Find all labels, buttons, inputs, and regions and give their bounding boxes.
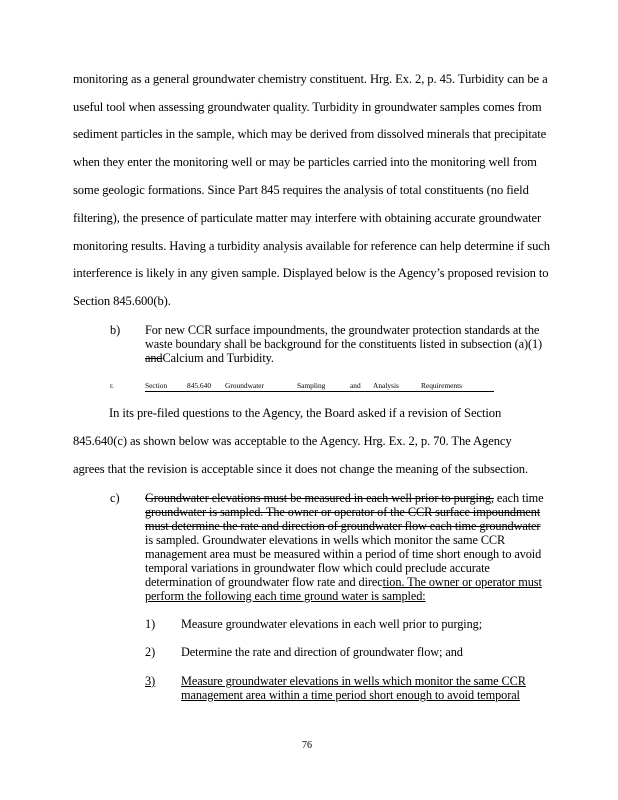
item-c-label: c) (110, 491, 120, 505)
item-c-line-plain: determination of groundwater flow rate and direc (145, 575, 383, 589)
section-heading-word: Sampling (297, 381, 326, 390)
body-line: Section 845.600(b). (73, 294, 171, 308)
body-line: useful tool when assessing groundwater quality. Turbidity in groundwater samples comes from (73, 100, 542, 114)
item-b-line (145, 351, 274, 366)
item-b-line-rest: Calcium and Turbidity. (162, 351, 274, 365)
body-line: sediment particles in the sample, which may be derived from dissolved minerals that precipitate (73, 127, 547, 141)
underlined-text: perform the following each time ground water is sampled: (145, 589, 426, 603)
body-line: filtering), the presence of particulate matter may interfere with obtaining accurate groundwater (73, 211, 542, 225)
item-b-line: For new CCR surface impoundments, the groundwater protection standards at the (145, 323, 540, 337)
section-heading-word: 845.640 (187, 381, 212, 390)
body-line: some geologic formations. Since Part 845 requires the analysis of total constituents (no field (73, 183, 529, 197)
body-line: 845.640(c) as shown below was acceptable to the Agency. Hrg. Ex. 2, p. 70. The Agency (73, 434, 512, 448)
body-line: when they enter the monitoring well or may be particles carried into the monitoring well from (73, 155, 537, 169)
body-line: monitoring results. Having a turbidity analysis available for reference can help determine if such (73, 239, 550, 253)
item-b-line: waste boundary shall be background for the constituents listed in subsection (a)(1) (145, 337, 543, 351)
item-c-line (145, 575, 542, 590)
section-heading-word: Requirements (421, 381, 463, 390)
section-heading-label: r. (110, 381, 114, 390)
item-c-line: is sampled. Groundwater elevations in wells which monitor the same CCR (145, 533, 506, 547)
page-number: 76 (302, 740, 312, 751)
item-c-line (145, 491, 543, 506)
struck-text: Groundwater elevations must be measured in each well prior to purging, (145, 491, 494, 505)
underlined-text: Measure groundwater elevations in wells which monitor the same CCR (181, 674, 526, 688)
struck-text: and (145, 351, 163, 365)
struck-text: groundwater is sampled. The owner or operator of the CCR surface impoundment (145, 505, 541, 519)
section-heading-word: Section (145, 381, 168, 390)
section-heading-underline (145, 391, 494, 392)
struck-text: must determine the rate and direction of groundwater flow each time groundwater (145, 519, 541, 533)
body-line: agrees that the revision is acceptable since it does not change the meaning of the subsection. (73, 462, 529, 476)
sub-item-label: 2) (145, 645, 156, 659)
underlined-text: management area within a time period short enough to avoid temporal (181, 688, 520, 702)
item-c-line: temporal variations in groundwater flow which could preclude accurate (145, 561, 490, 575)
item-b-label: b) (110, 323, 121, 337)
body-line: monitoring as a general groundwater chemistry constituent. Hrg. Ex. 2, p. 45. Turbidity can be a (73, 72, 548, 86)
item-c-line-rest: each time (493, 491, 544, 505)
section-heading-word: and (350, 381, 361, 390)
sub-item-label: 3) (145, 674, 156, 688)
item-c-line: management area must be measured within a period of time short enough to avoid (145, 547, 542, 561)
section-heading-word: Analysis (373, 381, 399, 390)
sub-item-text: Determine the rate and direction of groundwater flow; and (181, 645, 463, 659)
body-line: interference is likely in any given sample. Displayed below is the Agency’s proposed revision to (73, 266, 549, 280)
section-heading-word: Groundwater (225, 381, 264, 390)
sub-item-text: Measure groundwater elevations in each well prior to purging; (181, 617, 483, 631)
sub-item-label: 1) (145, 617, 156, 631)
body-line: In its pre-filed questions to the Agency, the Board asked if a revision of Section (109, 406, 502, 420)
underlined-text: tion. The owner or operator must (382, 575, 542, 589)
